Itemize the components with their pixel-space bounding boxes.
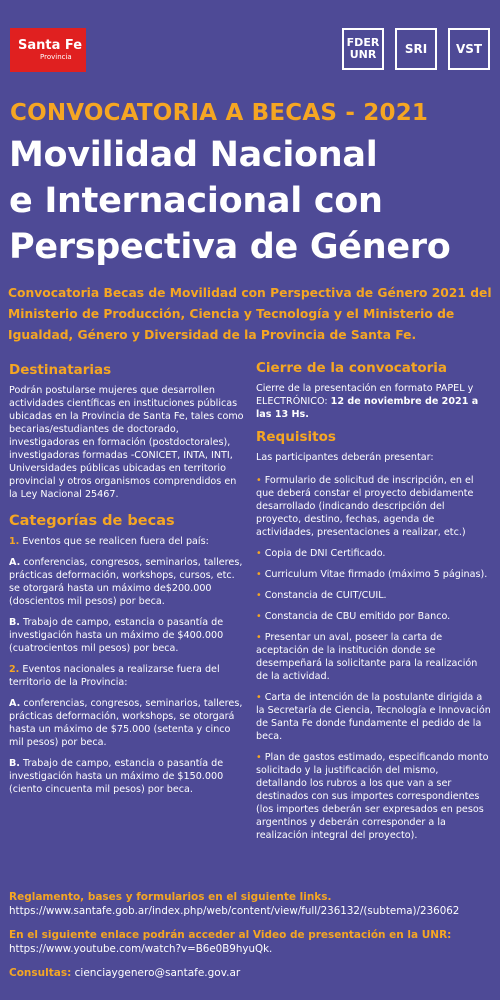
main-title-line-2: e Internacional con bbox=[9, 181, 383, 221]
category-1-number: 1. bbox=[9, 536, 20, 547]
reglamento-link[interactable]: https://www.santafe.gob.ar/index.php/web/content/view/full/236132/(subtema)/236062 bbox=[9, 905, 460, 917]
requisito-text: Constancia de CBU emitido por Banco. bbox=[264, 611, 451, 622]
category-2a bbox=[9, 697, 247, 749]
requisito-text: Formulario de solicitud de inscripción, en el que deberá constar el proyecto debidamente desarrollado (indicando descripción del proyecto, destino, fechas, agenda de actividades, presentaciones a realizar, etc.) bbox=[256, 475, 474, 538]
consultas bbox=[9, 966, 495, 980]
main-title bbox=[9, 132, 494, 270]
cierre-heading: Cierre de la convocatoria bbox=[256, 360, 448, 376]
requisito-text: Carta de intención de la postulante dirigida a la Secretaría de Ciencia, Tecnología e Innovación de Santa Fe donde fundamente el pedido de la beca. bbox=[256, 692, 491, 742]
logo-main-text: Santa Fe bbox=[18, 37, 83, 53]
bullet-icon: • bbox=[256, 548, 262, 559]
subtitle: Convocatoria Becas de Movilidad con Perspectiva de Género 2021 del Ministerio de Producción, Ciencia y Tecnología y el Ministerio de Igualdad, Género y Diversidad de la Provincia de Santa Fe. bbox=[8, 286, 492, 342]
santa-fe-logo bbox=[10, 28, 86, 72]
requisito-text: Constancia de CUIT/CUIL. bbox=[264, 590, 387, 601]
sri-badge: SRI bbox=[395, 28, 437, 70]
category-1b-text: Trabajo de campo, estancia o pasantía de investigación hasta un máximo de $400.000 (cuatrocientos mil pesos) por beca. bbox=[9, 617, 224, 654]
category-1 bbox=[9, 535, 247, 548]
category-1b-letter: B. bbox=[9, 617, 20, 628]
requisito-text: Plan de gastos estimado, especificando monto solicitado y la justificación del mismo, detallando los rubros a los que van a ser destinados con sus importes correspondientes (los importes deberán ser expresados en pesos argentinos y deberán corresponder a la realización integral del proyecto). bbox=[256, 752, 489, 841]
requisito-item bbox=[256, 691, 492, 743]
requisito-item bbox=[256, 474, 492, 539]
cierre-description: Cierre de la presentación en formato PAPEL y ELECTRÓNICO: bbox=[256, 383, 474, 407]
bullet-icon: • bbox=[256, 611, 262, 622]
category-1a bbox=[9, 556, 247, 608]
requisito-text: Presentar un aval, poseer la carta de aceptación de la institución donde se desempeñará la solicitante para la realización de la actividad. bbox=[256, 632, 478, 682]
consultas-email[interactable]: cienciaygenero@santafe.gov.ar bbox=[74, 967, 241, 979]
requisito-text: Curriculum Vitae firmado (máximo 5 páginas). bbox=[264, 569, 488, 580]
category-2a-letter: A. bbox=[9, 698, 21, 709]
requisito-item bbox=[256, 589, 492, 602]
cierre-date: 12 de noviembre de 2021 a las 13 Hs. bbox=[256, 396, 479, 420]
category-1a-text: conferencias, congresos, seminarios, talleres, prácticas deformación, workshops, cursos, etc. se otorgará hasta un máximo de$200.000 (doscientos mil pesos) por beca. bbox=[9, 557, 243, 607]
bullet-icon: • bbox=[256, 632, 262, 643]
left-column bbox=[9, 362, 247, 796]
requisito-item bbox=[256, 631, 492, 683]
destinatarias-text: Podrán postularse mujeres que desarrollen actividades científicas en instituciones públicas ubicadas en la Provincia de Santa Fe, tales como becarias/estudiantes de doctorado, investigadoras en formación (postdoctorales), investigadoras formadas -CONICET, INTA, INTI, Universidades públicas ubicadas en territorio provincial y otros organismos comprendidos en la Ley Nacional 25467. bbox=[9, 385, 244, 500]
category-1-text: Eventos que se realicen fuera del país: bbox=[22, 536, 209, 547]
destinatarias-heading: Destinatarias bbox=[9, 362, 112, 378]
reglamento-label: Reglamento, bases y formularios en el siguiente links. bbox=[9, 891, 332, 903]
requisito-item bbox=[256, 547, 492, 560]
category-2 bbox=[9, 663, 247, 689]
bullet-icon: • bbox=[256, 569, 262, 580]
consultas-label: Consultas: bbox=[9, 967, 72, 979]
video-label: En el siguiente enlace podrán acceder al Video de presentación en la UNR: bbox=[9, 929, 452, 941]
requisito-item bbox=[256, 751, 492, 842]
requisito-item bbox=[256, 610, 492, 623]
category-2b-letter: B. bbox=[9, 758, 20, 769]
vst-badge: VST bbox=[448, 28, 490, 70]
partner-badges bbox=[342, 28, 490, 70]
video-link[interactable]: https://www.youtube.com/watch?v=B6e0B9hyuQk. bbox=[9, 943, 273, 955]
category-2-number: 2. bbox=[9, 664, 20, 675]
bullet-icon: • bbox=[256, 752, 262, 763]
category-2b-text: Trabajo de campo, estancia o pasantía de investigación hasta un máximo de $150.000 (ciento cincuenta mil pesos) por beca. bbox=[9, 758, 224, 795]
requisito-text: Copia de DNI Certificado. bbox=[264, 548, 386, 559]
requisito-item bbox=[256, 568, 492, 581]
right-column bbox=[256, 360, 492, 850]
fder-unr-badge: FDER UNR bbox=[342, 28, 384, 70]
bullet-icon: • bbox=[256, 475, 262, 486]
category-2b bbox=[9, 757, 247, 796]
convocatoria-kicker: CONVOCATORIA A BECAS - 2021 bbox=[10, 100, 429, 126]
bullet-icon: • bbox=[256, 692, 262, 703]
cierre-text bbox=[256, 382, 492, 421]
bullet-icon: • bbox=[256, 590, 262, 601]
logo-sub-text: Provincia bbox=[40, 52, 72, 61]
category-2a-text: conferencias, congresos, seminarios, talleres, prácticas deformación, workshops, se otorgará hasta un máximo de $75.000 (setenta y cinco mil pesos) por beca. bbox=[9, 698, 243, 748]
requisitos-intro: Las participantes deberán presentar: bbox=[256, 452, 434, 463]
requisitos-heading: Requisitos bbox=[256, 429, 336, 445]
category-1b bbox=[9, 616, 247, 655]
category-1a-letter: A. bbox=[9, 557, 21, 568]
main-title-line-1: Movilidad Nacional bbox=[9, 135, 378, 175]
footer bbox=[9, 890, 495, 980]
category-2-text: Eventos nacionales a realizarse fuera del territorio de la Provincia: bbox=[9, 664, 220, 688]
main-title-line-3: Perspectiva de Género bbox=[9, 227, 451, 267]
categorias-heading: Categorías de becas bbox=[9, 513, 175, 529]
